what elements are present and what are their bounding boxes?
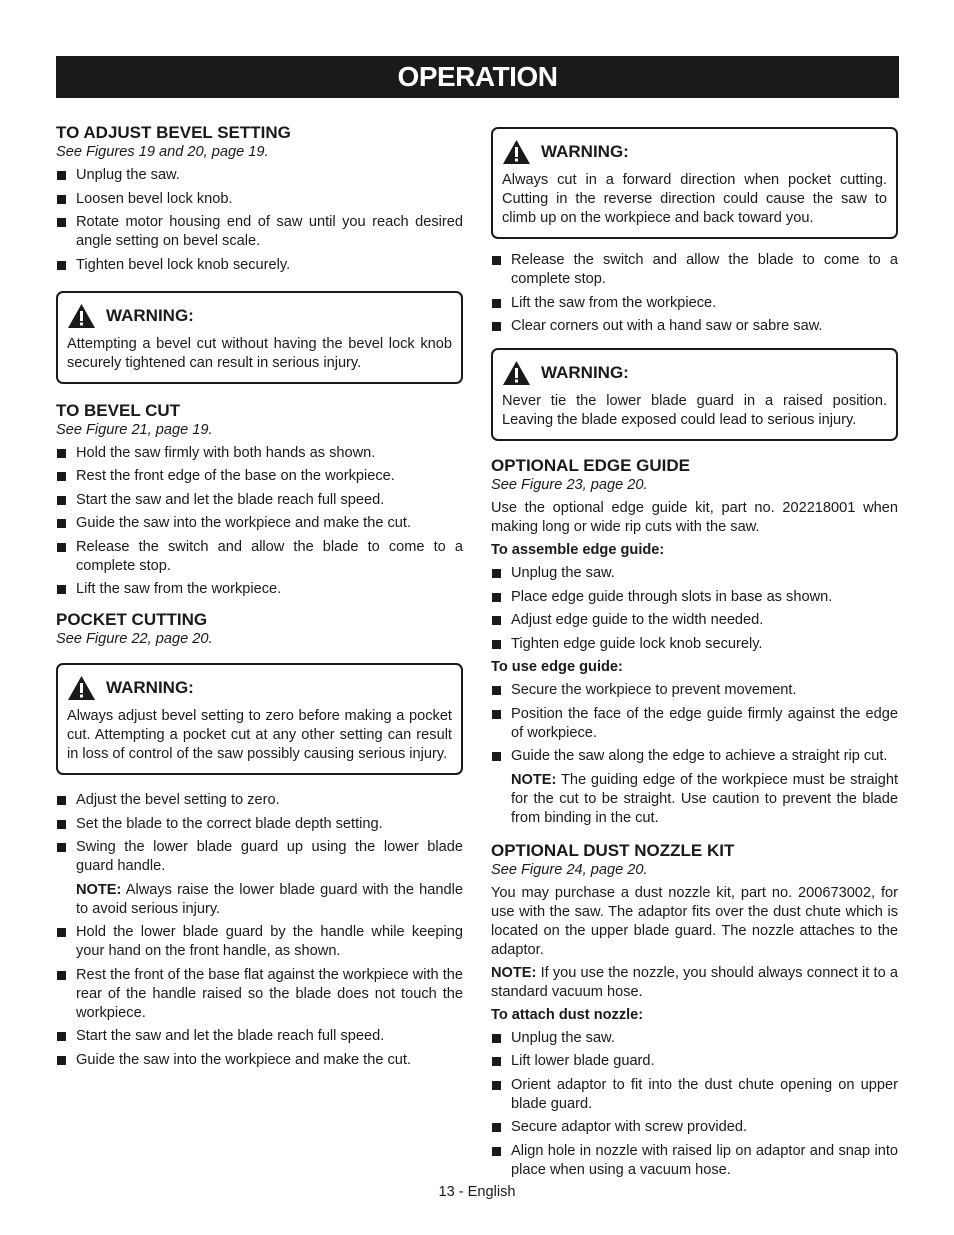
warning-triangle-icon <box>67 303 96 329</box>
figure-reference: See Figure 23, page 20. <box>491 477 648 493</box>
section-heading-bevel-cut: TO BEVEL CUT <box>56 400 181 420</box>
section-heading-pocket-cutting: POCKET CUTTING <box>56 610 208 629</box>
bullet-icon <box>492 710 501 719</box>
bullet-icon <box>492 569 501 578</box>
section-heading-dust-nozzle: OPTIONAL DUST NOZZLE KIT <box>491 840 735 860</box>
list-item: Unplug the saw. <box>491 1029 898 1048</box>
list-item: Adjust edge guide to the width needed. <box>491 611 898 630</box>
list-item: Rest the front of the base flat against the workpiece with the rear of the handle raised so the blade does not touch the workpiece. <box>56 966 463 1023</box>
warning-label: WARNING: <box>541 142 629 161</box>
list-item: Loosen bevel lock knob. <box>56 190 463 209</box>
list-item: Tighten bevel lock knob securely. <box>56 256 463 275</box>
bullet-icon <box>57 496 66 505</box>
list-item: Clear corners out with a hand saw or sabre saw. <box>491 317 898 336</box>
list-item: Unplug the saw. <box>491 564 898 583</box>
list-item: Release the switch and allow the blade to come to a complete stop. <box>56 538 463 576</box>
bullet-icon <box>492 1147 501 1156</box>
list-item: Unplug the saw. <box>56 166 463 185</box>
list-item: Rotate motor housing end of saw until you reach desired angle setting on bevel scale. <box>56 213 463 251</box>
attach-dust-nozzle-label: To attach dust nozzle: <box>491 1006 644 1023</box>
bullet-icon <box>57 585 66 594</box>
dust-nozzle-intro: You may purchase a dust nozzle kit, part no. 200673002, for use with the saw. The adaptor fits over the dust chute which is located on the upper blade guard. The nozzle attaches to the adaptor. <box>491 884 898 958</box>
bullet-icon <box>492 616 501 625</box>
list-item: Align hole in nozzle with raised lip on adaptor and snap into place when using a vacuum hose. <box>491 1142 898 1180</box>
edge-guide-note: NOTE: The guiding edge of the workpiece must be straight for the cut to be straight. Use caution to prevent the blade from binding in the cut. <box>511 771 898 826</box>
bullet-icon <box>492 1123 501 1132</box>
pocket-note: NOTE: Always raise the lower blade guard with the handle to avoid serious injury. <box>76 881 463 917</box>
edge-guide-intro: Use the optional edge guide kit, part no. 202218001 when making long or wide rip cuts with the saw. <box>491 500 898 535</box>
list-item: Tighten edge guide lock knob securely. <box>491 635 898 654</box>
list-item: Lift the saw from the workpiece. <box>491 294 898 313</box>
assemble-edge-guide-label: To assemble edge guide: <box>491 542 665 558</box>
pocket-cutting-list-continued <box>56 923 463 1070</box>
section-heading-edge-guide: OPTIONAL EDGE GUIDE <box>491 456 690 475</box>
warning-label: WARNING: <box>106 678 194 697</box>
bevel-cut-list <box>56 444 463 600</box>
bullet-icon <box>57 1056 66 1065</box>
bullet-icon <box>492 1057 501 1066</box>
list-item: Start the saw and let the blade reach full speed. <box>56 1027 463 1046</box>
bullet-icon <box>492 322 501 331</box>
bullet-icon <box>492 593 501 602</box>
bullet-icon <box>57 472 66 481</box>
warning-box-guard <box>491 348 898 441</box>
bullet-icon <box>492 1081 501 1090</box>
list-item: Rest the front edge of the base on the workpiece. <box>56 467 463 486</box>
bullet-icon <box>492 752 501 761</box>
section-heading-bevel-setting: TO ADJUST BEVEL SETTING <box>56 123 291 142</box>
list-item: Orient adaptor to fit into the dust chute opening on upper blade guard. <box>491 1076 898 1114</box>
list-item: Guide the saw along the edge to achieve a straight rip cut. <box>491 747 898 766</box>
bullet-icon <box>57 971 66 980</box>
figure-reference: See Figure 22, page 20. <box>56 631 213 647</box>
left-column <box>56 122 463 1074</box>
figure-reference: See Figure 21, page 19. <box>56 421 213 438</box>
list-item: Guide the saw into the workpiece and make the cut. <box>56 1051 463 1070</box>
warning-text: Always cut in a forward direction when pocket cutting. Cutting in the reverse direction could cause the saw to climb up on the workpiece and back toward you. <box>502 172 887 226</box>
list-item: Secure the workpiece to prevent movement. <box>491 681 898 700</box>
assemble-edge-guide-list <box>491 564 898 654</box>
dust-nozzle-note: NOTE: If you use the nozzle, you should always connect it to a standard vacuum hose. <box>491 964 898 1000</box>
list-item: Hold the lower blade guard by the handle while keeping your hand on the front handle, as shown. <box>56 923 463 961</box>
bullet-icon <box>57 928 66 937</box>
warning-text: Always adjust bevel setting to zero before making a pocket cut. Attempting a pocket cut at any other setting can result in loss of control of the saw possibly causing serious injury. <box>67 708 452 762</box>
bullet-icon <box>57 843 66 852</box>
warning-triangle-icon <box>67 675 96 701</box>
pocket-finish-list <box>491 251 898 336</box>
bullet-icon <box>57 449 66 458</box>
page-number: 13 - English <box>438 1184 516 1200</box>
bullet-icon <box>492 686 501 695</box>
bullet-icon <box>492 299 501 308</box>
list-item: Place edge guide through slots in base as shown. <box>491 588 898 607</box>
bullet-icon <box>57 796 66 805</box>
warning-triangle-icon <box>502 139 531 165</box>
bullet-icon <box>57 195 66 204</box>
bullet-icon <box>492 640 501 649</box>
list-item: Set the blade to the correct blade depth setting. <box>56 815 463 834</box>
bullet-icon <box>492 256 501 265</box>
pocket-cutting-list <box>56 791 463 876</box>
right-column <box>491 127 898 1184</box>
list-item: Adjust the bevel setting to zero. <box>56 791 463 810</box>
page-title: OPERATION <box>56 56 899 98</box>
use-edge-guide-list <box>491 681 898 766</box>
warning-box-bevel <box>56 291 463 384</box>
warning-label: WARNING: <box>106 305 194 325</box>
bullet-icon <box>57 820 66 829</box>
list-item: Lift the saw from the workpiece. <box>56 580 463 599</box>
bullet-icon <box>57 1032 66 1041</box>
list-item: Hold the saw firmly with both hands as shown. <box>56 444 463 463</box>
attach-dust-nozzle-list <box>491 1029 898 1180</box>
bullet-icon <box>57 519 66 528</box>
list-item: Lift lower blade guard. <box>491 1052 898 1071</box>
list-item: Start the saw and let the blade reach full speed. <box>56 491 463 510</box>
warning-box-forward <box>491 127 898 239</box>
warning-box-pocket <box>56 663 463 775</box>
list-item: Secure adaptor with screw provided. <box>491 1118 898 1137</box>
bullet-icon <box>57 218 66 227</box>
list-item: Guide the saw into the workpiece and make the cut. <box>56 514 463 533</box>
list-item: Release the switch and allow the blade to come to a complete stop. <box>491 251 898 289</box>
warning-text: Never tie the lower blade guard in a raised position. Leaving the blade exposed could lead to serious injury. <box>502 393 887 428</box>
bevel-setting-list <box>56 166 463 275</box>
list-item: Position the face of the edge guide firmly against the edge of workpiece. <box>491 705 898 743</box>
bullet-icon <box>492 1034 501 1043</box>
warning-triangle-icon <box>502 360 531 386</box>
bullet-icon <box>57 543 66 552</box>
warning-text: Attempting a bevel cut without having the bevel lock knob securely tightened can result in serious injury. <box>67 335 452 371</box>
figure-reference: See Figure 24, page 20. <box>491 861 648 878</box>
list-item: Swing the lower blade guard up using the lower blade guard handle. <box>56 838 463 876</box>
figure-reference: See Figures 19 and 20, page 19. <box>56 144 269 160</box>
bullet-icon <box>57 171 66 180</box>
warning-label: WARNING: <box>541 363 629 382</box>
bullet-icon <box>57 261 66 270</box>
use-edge-guide-label: To use edge guide: <box>491 659 623 675</box>
